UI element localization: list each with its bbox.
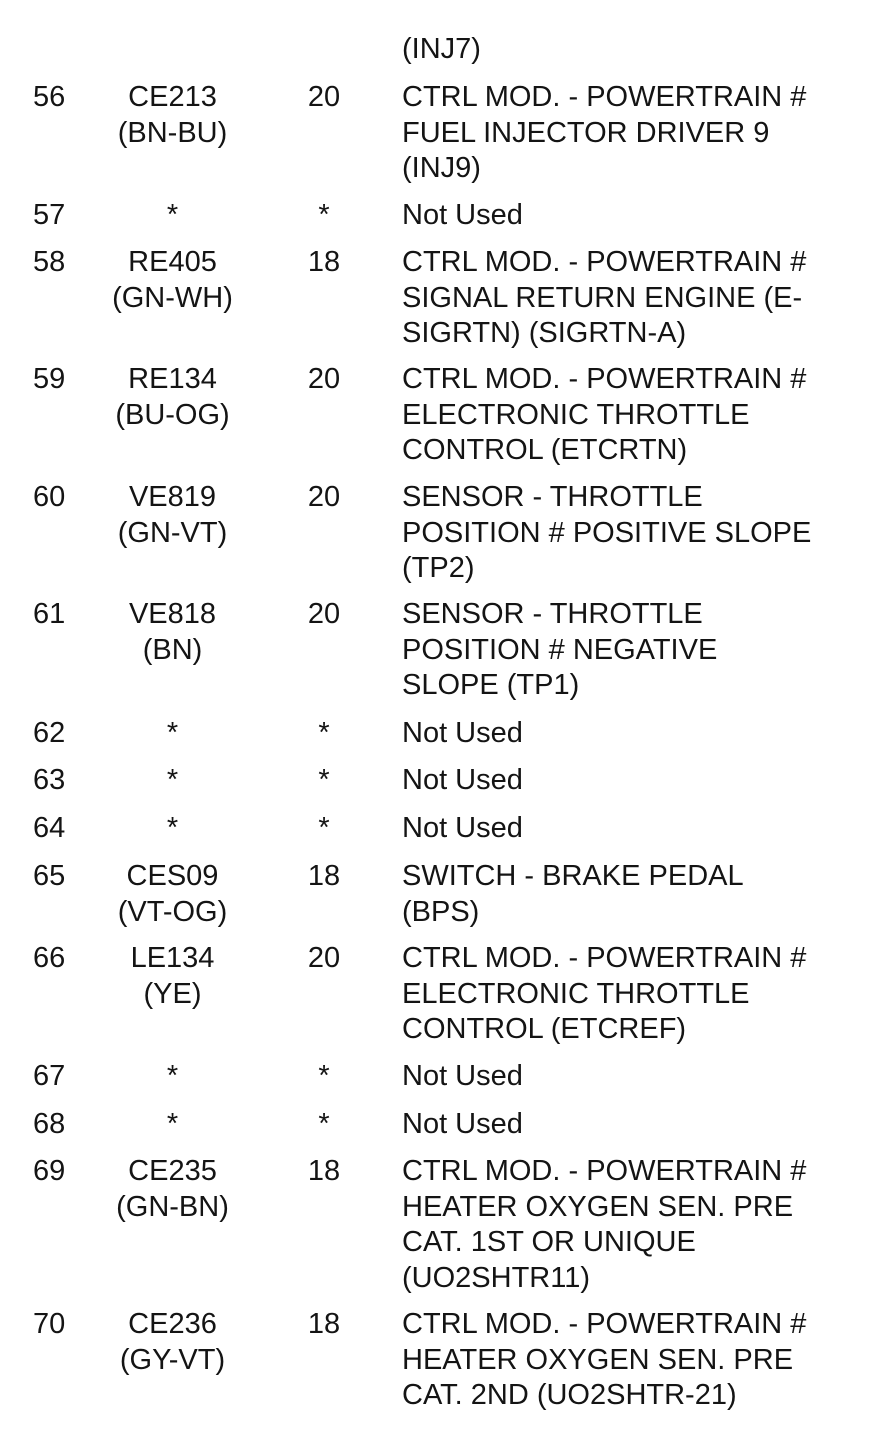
circuit-function [402, 1107, 862, 1143]
circuit-function-line: CONTROL (ETCRTN) [402, 434, 688, 466]
circuit-color [90, 198, 255, 234]
circuit-color-line: (BN-BU) [117, 116, 228, 149]
circuit-function-line: Not Used [402, 1108, 523, 1140]
pin-number: 64 [33, 812, 66, 844]
circuit-color-line: * [166, 764, 179, 796]
circuit-function [402, 198, 862, 234]
pin-number: 65 [33, 860, 66, 892]
pin-number: 59 [33, 363, 66, 395]
circuit-function [402, 362, 862, 469]
circuit-function-line: CONTROL (ETCREF) [402, 1013, 687, 1045]
circuit-function-line: Not Used [402, 717, 523, 749]
circuit-color-line: (VT-OG) [117, 895, 228, 928]
pin-number: 67 [33, 1060, 66, 1092]
circuit-function-line: SENSOR - THROTTLE [402, 598, 703, 630]
circuit-function-line: POSITION # POSITIVE SLOPE [402, 516, 812, 549]
circuit-function-line: Not Used [402, 812, 523, 844]
circuit-function [402, 80, 862, 187]
pin-number: 56 [33, 81, 66, 113]
wire-gauge: 20 [307, 598, 341, 630]
wire-gauge: 20 [307, 942, 341, 974]
circuit-color [90, 245, 255, 316]
circuit-color-line: CE213 [128, 81, 217, 113]
circuit-color-line: * [166, 199, 179, 231]
wire-gauge: 20 [307, 81, 341, 113]
wire-gauge: 18 [307, 1155, 341, 1187]
circuit-color-line: * [166, 1060, 179, 1092]
circuit-function-line: SENSOR - THROTTLE [402, 481, 703, 513]
circuit-function [402, 1307, 862, 1414]
circuit-function-line: SIGRTN) (SIGRTN-A) [402, 317, 687, 349]
circuit-color [90, 1059, 255, 1095]
circuit-color [90, 1154, 255, 1225]
circuit-function [402, 32, 862, 68]
circuit-color [90, 716, 255, 752]
wire-gauge: 20 [307, 481, 341, 513]
wire-gauge: 18 [307, 1308, 341, 1340]
circuit-color [90, 1107, 255, 1143]
circuit-function-line: (BPS) [402, 895, 480, 928]
circuit-color-line: (GY-VT) [119, 1343, 226, 1376]
circuit-color [90, 1307, 255, 1378]
circuit-color-line: CES09 [126, 860, 219, 892]
pin-number: 66 [33, 942, 66, 974]
pin-number: 70 [33, 1308, 66, 1340]
pin-number: 60 [33, 481, 66, 513]
circuit-color-line: CE236 [128, 1308, 217, 1340]
circuit-function-line: Not Used [402, 764, 523, 796]
circuit-function-line: (INJ7) [402, 33, 481, 65]
circuit-color-line: * [166, 812, 179, 844]
circuit-function-line: CTRL MOD. - POWERTRAIN # [402, 363, 807, 395]
circuit-function-line: SLOPE (TP1) [402, 669, 580, 701]
circuit-function [402, 859, 862, 930]
circuit-function-line: SIGNAL RETURN ENGINE (E- [402, 281, 803, 314]
circuit-function-line: CTRL MOD. - POWERTRAIN # [402, 942, 807, 974]
circuit-color [90, 480, 255, 551]
circuit-color-line: VE819 [128, 481, 217, 513]
circuit-function [402, 811, 862, 847]
wire-gauge: * [318, 199, 330, 231]
circuit-function [402, 245, 862, 352]
wire-gauge: * [318, 717, 330, 749]
circuit-function-line: Not Used [402, 1060, 523, 1092]
circuit-color-line: CE235 [128, 1155, 217, 1187]
pin-number: 61 [33, 598, 66, 630]
circuit-color [90, 941, 255, 1012]
wire-gauge: * [318, 1108, 330, 1140]
circuit-function-line: ELECTRONIC THROTTLE [402, 977, 750, 1010]
circuit-color-line: RE134 [128, 363, 217, 395]
circuit-color-line: (BU-OG) [115, 398, 230, 431]
circuit-function [402, 1154, 862, 1296]
wire-gauge: 18 [307, 246, 341, 278]
circuit-function-line: CAT. 1ST OR UNIQUE [402, 1226, 696, 1258]
circuit-function [402, 763, 862, 799]
circuit-color-line: (YE) [143, 977, 202, 1010]
circuit-color-line: (GN-BN) [116, 1190, 229, 1223]
pin-number: 58 [33, 246, 66, 278]
circuit-color [90, 763, 255, 799]
circuit-color-line: LE134 [130, 942, 215, 974]
circuit-function-line: CTRL MOD. - POWERTRAIN # [402, 1155, 807, 1187]
circuit-function-line: Not Used [402, 199, 523, 231]
circuit-function-line: HEATER OXYGEN SEN. PRE [402, 1343, 794, 1376]
circuit-color-line: * [166, 1108, 179, 1140]
circuit-color-line: RE405 [128, 246, 217, 278]
pin-number: 57 [33, 199, 66, 231]
circuit-color [90, 80, 255, 151]
circuit-function [402, 1059, 862, 1095]
circuit-function-line: CAT. 2ND (UO2SHTR-21) [402, 1379, 737, 1411]
circuit-function [402, 941, 862, 1048]
circuit-function-line: ELECTRONIC THROTTLE [402, 398, 750, 431]
circuit-function-line: (UO2SHTR11) [402, 1261, 590, 1294]
wire-gauge: * [318, 1060, 330, 1092]
circuit-function [402, 480, 862, 587]
circuit-color [90, 362, 255, 433]
circuit-function [402, 716, 862, 752]
circuit-color-line: (GN-VT) [117, 516, 228, 549]
wire-gauge: * [318, 764, 330, 796]
pin-number: 68 [33, 1108, 66, 1140]
circuit-color-line: (GN-WH) [112, 281, 233, 314]
circuit-color [90, 859, 255, 930]
circuit-function-line: FUEL INJECTOR DRIVER 9 [402, 116, 770, 149]
pin-number: 62 [33, 717, 66, 749]
circuit-function-line: HEATER OXYGEN SEN. PRE [402, 1190, 794, 1223]
wire-gauge: * [318, 812, 330, 844]
wire-gauge: 20 [307, 363, 341, 395]
circuit-function-line: (INJ9) [402, 152, 481, 184]
circuit-function-line: CTRL MOD. - POWERTRAIN # [402, 81, 807, 113]
circuit-color-line: VE818 [128, 598, 217, 630]
circuit-color [90, 597, 255, 668]
circuit-function-line: CTRL MOD. - POWERTRAIN # [402, 1308, 807, 1340]
circuit-color-line: (BN) [142, 633, 203, 666]
circuit-function-line: SWITCH - BRAKE PEDAL [402, 860, 744, 892]
circuit-function-line: (TP2) [402, 552, 475, 584]
circuit-color-line: * [166, 717, 179, 749]
circuit-color [90, 811, 255, 847]
circuit-function-line: POSITION # NEGATIVE [402, 633, 718, 666]
pin-number: 63 [33, 764, 66, 796]
wire-gauge: 18 [307, 860, 341, 892]
circuit-function [402, 597, 862, 704]
pin-number: 69 [33, 1155, 66, 1187]
circuit-function-line: CTRL MOD. - POWERTRAIN # [402, 246, 807, 278]
